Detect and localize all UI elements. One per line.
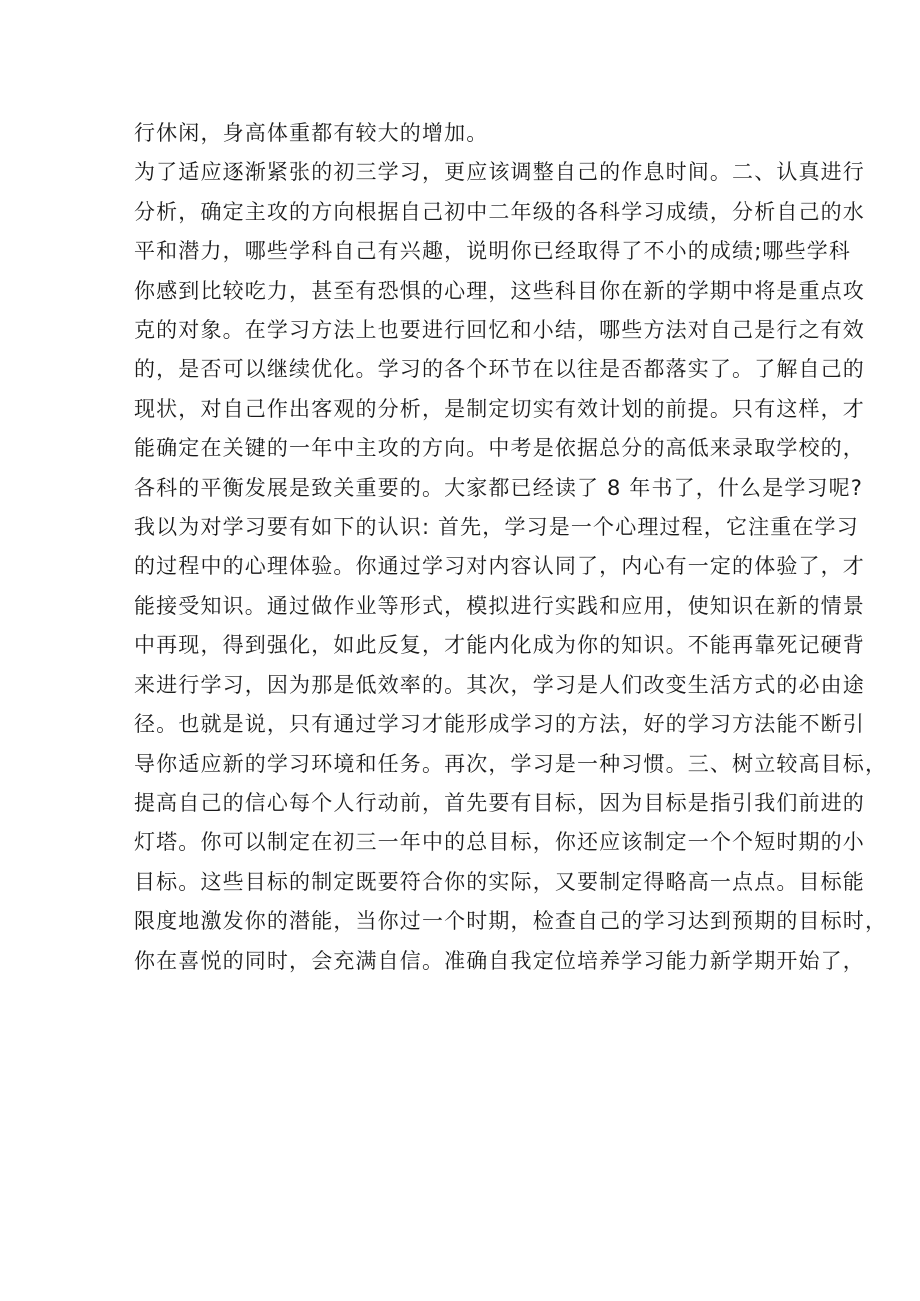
- text-line-13: 能接受知识。通过做作业等形式，模拟进行实践和应用，使知识在新的情景: [134, 593, 865, 618]
- text-line-9: 能确定在关键的一年中主攻的方向。中考是依据总分的高低来录取学校的，: [134, 436, 865, 461]
- text-line-7: 的，是否可以继续优化。学习的各个环节在以往是否都落实了。了解自己的: [134, 357, 865, 382]
- text-line-19: 灯塔。你可以制定在初三一年中的总目标，你还应该制定一个个短时期的小: [134, 830, 865, 855]
- text-line-8: 现状，对自己作出客观的分析，是制定切实有效计划的前提。只有这样，才: [134, 396, 865, 421]
- text-line-17: 导你适应新的学习环境和任务。再次，学习是一种习惯。三、树立较高目标，: [134, 751, 888, 776]
- text-line-12: 的过程中的心理体验。你通过学习对内容认同了，内心有一定的体验了，才: [134, 554, 865, 579]
- text-line-15: 来进行学习，因为那是低效率的。其次，学习是人们改变生活方式的必由途: [134, 672, 865, 697]
- text-line-4: 平和潜力，哪些学科自己有兴趣，说明你已经取得了不小的成绩;哪些学科: [134, 239, 852, 264]
- text-line-16: 径。也就是说，只有通过学习才能形成学习的方法，好的学习方法能不断引: [134, 712, 865, 737]
- text-line-1: 行休闲，身高体重都有较大的增加。: [134, 121, 489, 145]
- text-line-5: 你感到比较吃力，甚至有恐惧的心理，这些科目你在新的学期中将是重点攻: [134, 278, 865, 303]
- text-line-22: 你在喜悦的同时，会充满自信。准确自我定位培养学习能力新学期开始了，: [134, 948, 865, 973]
- text-line-14: 中再现，得到强化，如此反复，才能内化成为你的知识。不能再靠死记硬背: [134, 633, 865, 658]
- text-line-21: 限度地激发你的潜能，当你过一个时期，检查自己的学习达到预期的目标时，: [134, 909, 888, 934]
- text-line-10: 各科的平衡发展是致关重要的。大家都已经读了 8 年书了，什么是学习呢?: [134, 475, 864, 500]
- text-line-18: 提高自己的信心每个人行动前，首先要有目标，因为目标是指引我们前进的: [134, 790, 865, 815]
- text-line-2: 为了适应逐渐紧张的初三学习，更应该调整自己的作息时间。二、认真进行: [134, 160, 865, 185]
- body-text: [134, 114, 888, 981]
- text-line-20: 目标。这些目标的制定既要符合你的实际，又要制定得略高一点点。目标能: [134, 869, 865, 894]
- text-line-3: 分析，确定主攻的方向根据自己初中二年级的各科学习成绩，分析自己的水: [134, 199, 865, 224]
- text-line-11: 我以为对学习要有如下的认识: 首先，学习是一个心理过程，它注重在学习: [134, 515, 859, 540]
- text-line-6: 克的对象。在学习方法上也要进行回忆和小结，哪些方法对自己是行之有效: [134, 318, 865, 343]
